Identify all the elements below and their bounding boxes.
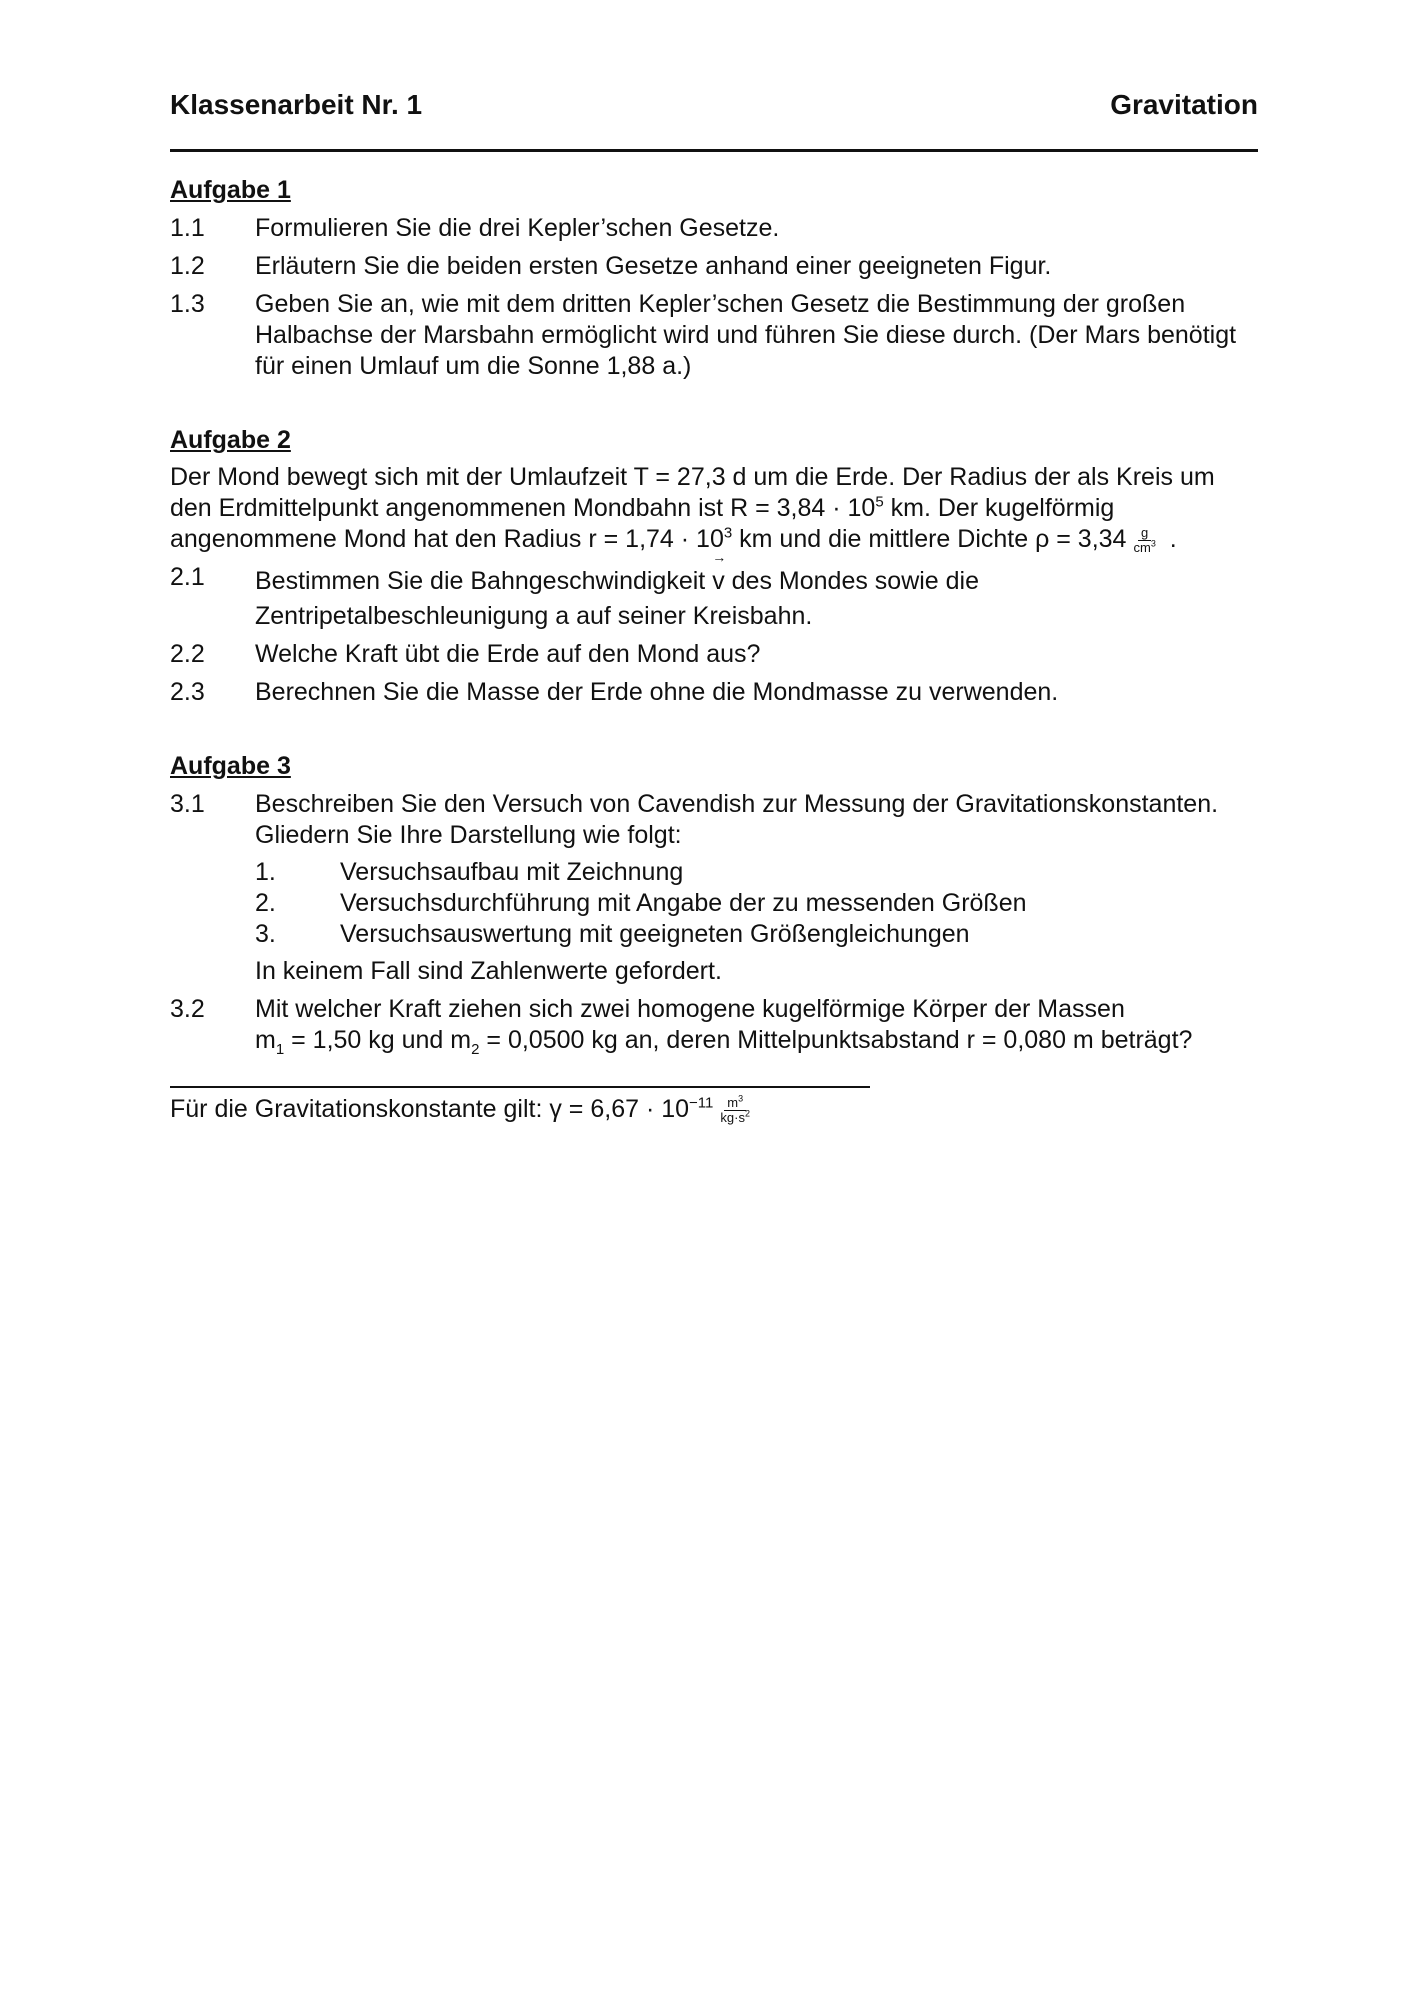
item-text: Formulieren Sie die drei Kepler’schen Gesetze. — [255, 214, 780, 242]
fraction-numerator: g — [1138, 526, 1151, 541]
task2-intro — [170, 462, 1258, 555]
item-text-part: und — [394, 1026, 451, 1054]
numerator-text: m — [727, 1094, 739, 1110]
intro-text: und die mittlere Dichte — [772, 525, 1036, 553]
formula-text: R = 3,84 · 10 — [730, 494, 876, 522]
formula-subscript: 2 — [471, 1041, 480, 1058]
constant-unit-fraction — [717, 1093, 753, 1125]
item-text-part: Mit welcher Kraft ziehen sich zwei homogene kugelförmige Körper der Massen — [255, 995, 1125, 1023]
sublist-item — [255, 888, 1258, 919]
formula-unit: km — [732, 525, 773, 553]
item-number: 1.2 — [170, 252, 205, 280]
task3-item-1 — [170, 789, 1258, 851]
formula-text: ρ = 3,34 — [1035, 525, 1127, 553]
item-text: Erläutern Sie die beiden ersten Gesetze anhand einer geeigneten Figur. — [255, 252, 1052, 280]
formula-text: T = 27,3 d — [633, 463, 747, 491]
denominator-text: kg·s — [720, 1109, 745, 1125]
density-formula — [1035, 525, 1163, 553]
task2-heading: Aufgabe 2 — [170, 426, 291, 454]
sublist-number: 2. — [255, 889, 276, 917]
moon-radius-formula — [588, 525, 772, 553]
task2-item-2 — [170, 639, 1258, 670]
item-number: 2.3 — [170, 678, 205, 706]
denominator-text: cm — [1133, 539, 1151, 555]
orbit-radius-formula — [730, 494, 924, 522]
intro-text: . — [1162, 525, 1177, 553]
intro-text: Der Mond bewegt sich mit der Umlaufzeit — [170, 463, 634, 491]
item-number: 1.3 — [170, 290, 205, 318]
task2-item-3 — [170, 677, 1258, 708]
task3-sublist — [255, 857, 1258, 950]
formula-text: m — [255, 1026, 276, 1054]
sublist-text: Versuchsauswertung mit geeigneten Größengleichungen — [340, 920, 970, 948]
density-unit-fraction — [1130, 526, 1158, 555]
formula-text: γ = 6,67 · 10 — [549, 1095, 690, 1123]
task3-heading: Aufgabe 3 — [170, 752, 291, 780]
item-number: 2.2 — [170, 640, 205, 668]
vector-symbol: v — [712, 567, 725, 595]
vector-arrow-icon: → — [712, 549, 727, 565]
item-text — [255, 549, 1258, 632]
page-header — [170, 85, 1258, 121]
formula-text: = 1,50 kg — [284, 1026, 395, 1054]
period-formula — [634, 463, 747, 491]
gravitational-constant-formula — [549, 1095, 757, 1123]
intro-text: . Der kugelförmig angenommene Mond hat den Radius — [170, 494, 1115, 553]
formula-unit: km — [883, 494, 924, 522]
item-number: 1.1 — [170, 214, 205, 242]
fraction-denominator — [717, 1108, 753, 1125]
item-text: Geben Sie an, wie mit dem dritten Kepler’schen Gesetz die Bestimmung der großen Halbachse der Marsbahn ermöglicht wird und führen Sie diese durch. (Der Mars benötigt für einen Umlauf um die Sonne 1,88 a.) — [255, 290, 1237, 380]
task1-heading: Aufgabe 1 — [170, 176, 291, 204]
item-number: 3.1 — [170, 790, 205, 818]
header-rule — [170, 149, 1258, 152]
footer-text: Für die Gravitationskonstante gilt: — [170, 1095, 550, 1123]
mass2-formula — [450, 1026, 618, 1058]
denominator-exponent: 2 — [744, 1108, 750, 1119]
item-number: 3.2 — [170, 995, 205, 1023]
mass1-formula — [255, 1026, 395, 1058]
formula-exponent: 5 — [875, 493, 884, 511]
item-text-part: auf seiner Kreisbahn. — [569, 602, 813, 630]
footer-rule — [170, 1086, 870, 1088]
acceleration-vector — [555, 597, 569, 632]
sublist-number: 1. — [255, 858, 276, 886]
document-page — [170, 85, 1258, 1126]
item-text-part: beträgt? — [1093, 1026, 1193, 1054]
formula-subscript: 1 — [275, 1041, 285, 1058]
header-title: Klassenarbeit Nr. 1 — [170, 89, 423, 120]
item-text-part: an, deren Mittelpunktsabstand — [617, 1026, 967, 1054]
item-text: Welche Kraft übt die Erde auf den Mond aus? — [255, 640, 761, 668]
velocity-vector — [712, 549, 727, 597]
sublist-number: 3. — [255, 920, 276, 948]
task1-item-1 — [170, 213, 1258, 244]
item-text: Berechnen Sie die Masse der Erde ohne die Mondmasse zu verwenden. — [255, 678, 1059, 706]
sublist-text: Versuchsdurchführung mit Angabe der zu messenden Größen — [340, 889, 1027, 917]
fraction-denominator — [1130, 538, 1158, 555]
task3-note: In keinem Fall sind Zahlenwerte gefordert. — [255, 957, 722, 985]
task3-item-2 — [170, 994, 1258, 1056]
vector-symbol: a — [555, 602, 570, 630]
formula-exponent: −11 — [689, 1094, 714, 1112]
formula-text: = 0,0500 kg — [479, 1026, 618, 1054]
formula-text: m — [450, 1026, 472, 1054]
item-text-part: des Mondes sowie die Zentripetalbeschleunigung — [255, 567, 980, 630]
sublist-item — [255, 919, 1258, 950]
item-text-part: Bestimmen Sie die Bahngeschwindigkeit — [255, 567, 713, 595]
sublist-text: Versuchsaufbau mit Zeichnung — [340, 858, 684, 886]
item-text — [255, 994, 1258, 1056]
denominator-exponent: 3 — [1150, 538, 1156, 549]
item-number: 2.1 — [170, 563, 205, 591]
formula-exponent: 3 — [723, 524, 733, 542]
distance-formula: r = 0,080 m — [966, 1026, 1094, 1054]
formula-text: r = 1,74 · 10 — [588, 525, 724, 553]
sublist-item — [255, 857, 1258, 888]
task1-item-2 — [170, 251, 1258, 282]
item-text: Beschreiben Sie den Versuch von Cavendish zur Messung der Gravitationskonstanten. Gliedern Sie Ihre Darstellung wie folgt: — [255, 790, 1219, 849]
header-topic: Gravitation — [1110, 89, 1258, 120]
footer-note — [170, 1092, 1258, 1126]
intro-text: um die Erde. Der Radius der als Kreis um den Erdmittelpunkt angenommenen Mondbahn ist — [170, 463, 1215, 522]
task2-item-1 — [170, 549, 1258, 632]
numerator-exponent: 3 — [738, 1093, 744, 1104]
fraction-numerator — [724, 1093, 746, 1111]
task1-item-3 — [170, 289, 1258, 382]
